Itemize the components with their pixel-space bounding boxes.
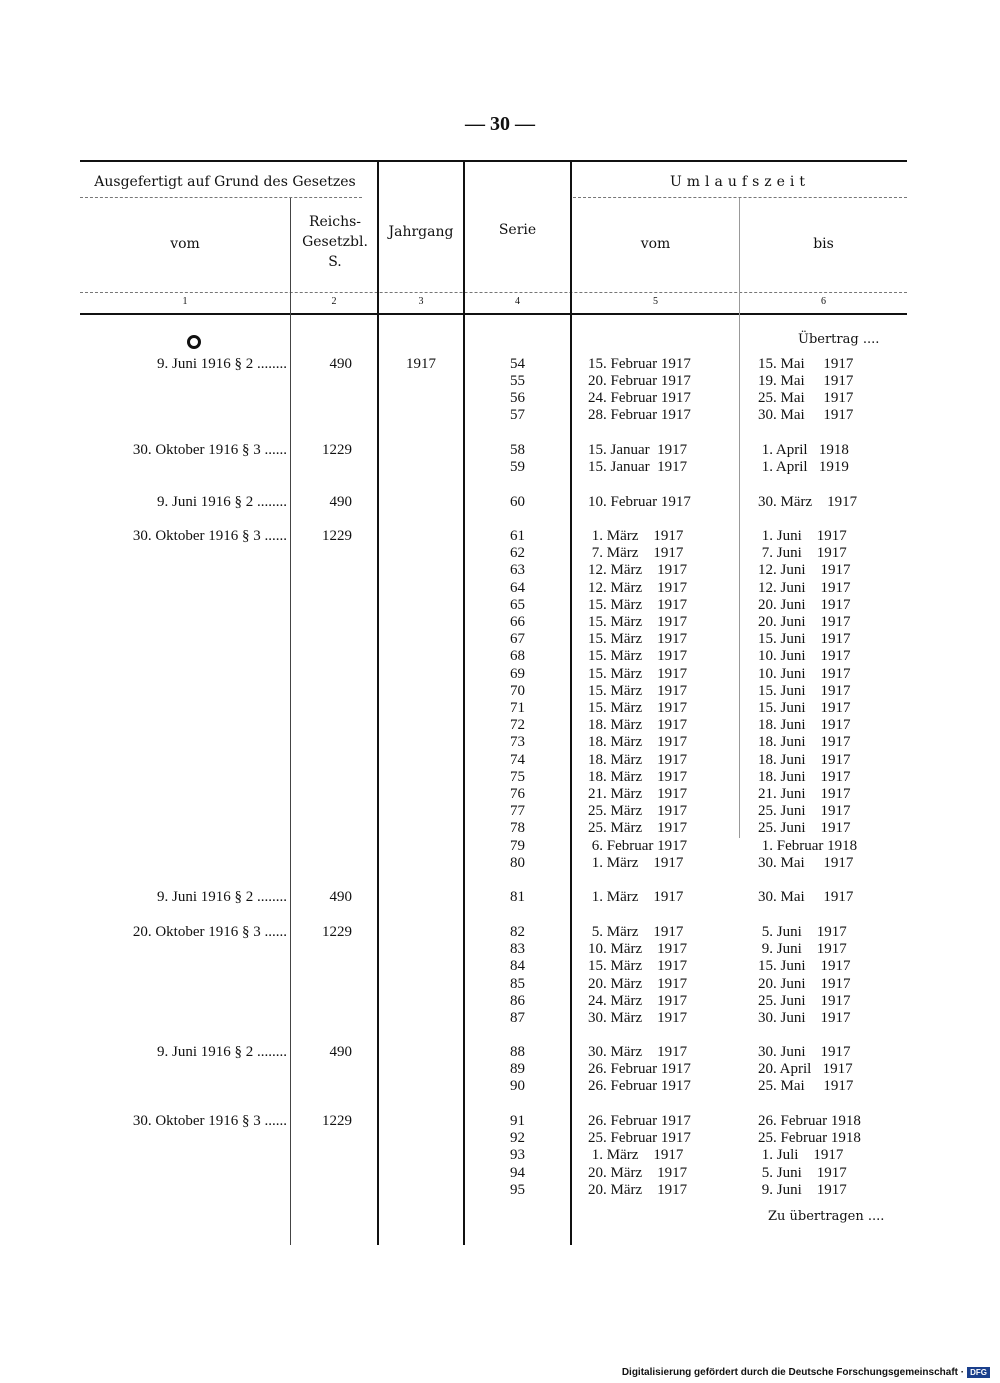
circulation-to-cell: 18. Juni 1917 (758, 768, 851, 785)
circulation-from-cell: 6. Februar 1917 (588, 837, 688, 854)
circulation-to-cell: 7. Juni 1917 (758, 545, 847, 562)
header-issued-group: Ausgefertigt auf Grund des Gesetzes (94, 174, 356, 190)
circulation-from-cell: 26. Februar 1917 (588, 1061, 691, 1078)
serie-cell: 95 (510, 1181, 525, 1198)
circulation-from-cell: 15. März 1917 (588, 648, 688, 665)
circulation-from-cell: 18. März 1917 (588, 717, 688, 734)
circulation-from-cell: 15. März 1917 (588, 682, 688, 699)
circulation-to-cell: 25. Februar 1918 (758, 1130, 861, 1147)
serie-cell: 82 (510, 924, 525, 940)
gazette-page-cell: 490 (329, 1044, 352, 1060)
circulation-from-cell: 1. März 1917 (588, 854, 684, 871)
circulation-to-cell: 12. Juni 1917 (758, 562, 851, 579)
serie-cell: 59 (510, 459, 525, 475)
circulation-from-cell: 15. März 1917 (588, 596, 688, 613)
gazette-page-cell: 1229 (322, 924, 352, 940)
circulation-to-cell: 18. Juni 1917 (758, 717, 851, 734)
serie-cell: 67 (510, 631, 525, 648)
ornament-mark (187, 335, 201, 349)
circulation-to-cell: 1. April 1919 (758, 459, 849, 475)
circulation-to-cell: 5. Juni 1917 (758, 1164, 847, 1181)
circulation-to-cell: 9. Juni 1917 (758, 941, 847, 958)
serie-cell: 58 (510, 442, 525, 458)
circulation-to-cell: 1. Juli 1917 (758, 1147, 844, 1164)
serie-cell: 85 (510, 975, 525, 992)
gazette-page-cell: 490 (329, 889, 352, 905)
circulation-from-cell: 15. Januar 1917 (588, 442, 688, 458)
circulation-to-cell: 20. Juni 1917 (758, 596, 851, 613)
circulation-to-cell: 12. Juni 1917 (758, 579, 851, 596)
circulation-from-cell: 18. März 1917 (588, 734, 688, 751)
circulation-from-cell: 1. März 1917 (588, 889, 684, 905)
serie-cell: 93 (510, 1147, 525, 1164)
serie-cell: 86 (510, 992, 525, 1009)
gazette-page-cell: 490 (329, 356, 352, 372)
circulation-to-cell: 5. Juni 1917 (758, 924, 847, 940)
circulation-from-cell: 21. März 1917 (588, 786, 688, 802)
circulation-to-cell: 30. März 1917 (758, 494, 858, 510)
circulation-from-cell: 24. Februar 1917 (588, 390, 691, 406)
serie-cell: 91 (510, 1113, 525, 1129)
circulation-from-cell: 15. März 1917 (588, 665, 688, 682)
law-reference-cell: 30. Oktober 1916 § 3 ...... (132, 528, 287, 544)
column-number: 4 (515, 296, 520, 307)
serie-cell: 55 (510, 373, 525, 389)
dfg-logo: DFG (967, 1367, 990, 1378)
column-number: 6 (821, 296, 826, 307)
serie-cell: 68 (510, 648, 525, 665)
circulation-to-cell: 20. April 1917 (758, 1061, 853, 1078)
circulation-from-cell: 25. Februar 1917 (588, 1130, 691, 1147)
circulation-to-cell: 18. Juni 1917 (758, 734, 851, 751)
circulation-to-cell: 20. Juni 1917 (758, 614, 851, 630)
circulation-to-cell: 15. Juni 1917 (758, 700, 851, 716)
circulation-from-cell: 30. März 1917 (588, 1044, 688, 1060)
circulation-from-cell: 5. März 1917 (588, 924, 684, 940)
circulation-to-cell: 18. Juni 1917 (758, 751, 851, 768)
carry-over-label: Übertrag .... (798, 332, 880, 347)
carry-forward-label: Zu übertragen .... (768, 1209, 885, 1224)
serie-cell: 65 (510, 596, 525, 613)
circulation-to-cell: 15. Juni 1917 (758, 682, 851, 699)
serie-cell: 75 (510, 768, 525, 785)
circulation-from-cell: 26. Februar 1917 (588, 1078, 691, 1095)
circulation-from-cell: 12. März 1917 (588, 579, 688, 596)
serie-cell: 64 (510, 579, 525, 596)
circulation-to-cell: 30. Juni 1917 (758, 1044, 851, 1060)
circulation-from-cell: 10. Februar 1917 (588, 494, 691, 510)
serie-cell: 73 (510, 734, 525, 751)
circulation-to-cell: 25. Mai 1917 (758, 1078, 854, 1095)
circulation-from-cell: 12. März 1917 (588, 562, 688, 579)
circulation-to-cell: 25. Juni 1917 (758, 992, 851, 1009)
col-divider-4 (570, 162, 572, 1245)
circulation-to-cell: 25. Juni 1917 (758, 820, 851, 837)
circulation-from-cell: 18. März 1917 (588, 768, 688, 785)
header-col-serie: Serie (498, 222, 537, 238)
serie-cell: 84 (510, 958, 525, 975)
jahrgang-cell: 1917 (406, 356, 436, 372)
header-col-jahrgang: Jahrgang (388, 224, 454, 240)
serie-cell: 89 (510, 1061, 525, 1078)
law-reference-cell: 30. Oktober 1916 § 3 ...... (132, 442, 287, 458)
serie-cell: 61 (510, 528, 525, 544)
circulation-from-cell: 15. März 1917 (588, 631, 688, 648)
col-divider-1 (290, 198, 291, 1245)
law-reference-cell: 30. Oktober 1916 § 3 ...... (132, 1113, 287, 1129)
circulation-from-cell: 24. März 1917 (588, 992, 688, 1009)
col-divider-2 (377, 162, 379, 1245)
serie-cell: 70 (510, 682, 525, 699)
circulation-from-cell: 1. März 1917 (588, 528, 684, 544)
circulation-from-cell: 25. März 1917 (588, 803, 688, 820)
circulation-from-cell: 1. März 1917 (588, 1147, 684, 1164)
serie-cell: 77 (510, 803, 525, 820)
law-reference-cell: 9. Juni 1916 § 2 ........ (156, 494, 287, 510)
circulation-to-cell: 21. Juni 1917 (758, 786, 851, 802)
law-reference-cell: 9. Juni 1916 § 2 ........ (156, 889, 287, 905)
circulation-from-cell: 20. März 1917 (588, 975, 688, 992)
gazette-page-cell: 1229 (322, 528, 352, 544)
page-number: — 30 — (465, 113, 535, 135)
serie-cell: 81 (510, 889, 525, 905)
circulation-to-cell: 1. Februar 1918 (758, 837, 858, 854)
serie-cell: 88 (510, 1044, 525, 1060)
gazette-page-cell: 1229 (322, 442, 352, 458)
circulation-from-cell: 26. Februar 1917 (588, 1113, 691, 1129)
serie-cell: 69 (510, 665, 525, 682)
serie-cell: 92 (510, 1130, 525, 1147)
header-col-rgbl: Reichs-Gesetzbl. S. (302, 214, 368, 270)
serie-cell: 54 (510, 356, 525, 372)
circulation-to-cell: 15. Juni 1917 (758, 958, 851, 975)
circulation-from-cell: 28. Februar 1917 (588, 407, 691, 423)
circulation-to-cell: 15. Juni 1917 (758, 631, 851, 648)
header-col-umlauf-bis: bis (813, 236, 834, 252)
law-reference-cell: 9. Juni 1916 § 2 ........ (156, 1044, 287, 1060)
serie-cell: 76 (510, 786, 525, 802)
serie-cell: 60 (510, 494, 525, 510)
serie-cell: 78 (510, 820, 525, 837)
serie-cell: 57 (510, 407, 525, 423)
circulation-from-cell: 15. März 1917 (588, 614, 688, 630)
serie-cell: 71 (510, 700, 525, 716)
circulation-to-cell: 25. Mai 1917 (758, 390, 854, 406)
serie-cell: 87 (510, 1010, 525, 1026)
serie-cell: 94 (510, 1164, 525, 1181)
serie-cell: 72 (510, 717, 525, 734)
serie-cell: 62 (510, 545, 525, 562)
circulation-from-cell: 30. März 1917 (588, 1010, 688, 1026)
circulation-to-cell: 30. Mai 1917 (758, 407, 854, 423)
serie-cell: 83 (510, 941, 525, 958)
serie-cell: 66 (510, 614, 525, 630)
circulation-from-cell: 15. März 1917 (588, 958, 688, 975)
column-number: 5 (653, 296, 658, 307)
circulation-from-cell: 15. Januar 1917 (588, 459, 688, 475)
circulation-from-cell: 20. März 1917 (588, 1164, 688, 1181)
serie-cell: 63 (510, 562, 525, 579)
gazette-page-cell: 1229 (322, 1113, 352, 1129)
serie-cell: 79 (510, 837, 525, 854)
circulation-from-cell: 20. Februar 1917 (588, 373, 691, 389)
circulation-to-cell: 10. Juni 1917 (758, 665, 851, 682)
circulation-to-cell: 20. Juni 1917 (758, 975, 851, 992)
gazette-page-cell: 490 (329, 494, 352, 510)
circulation-from-cell: 15. März 1917 (588, 700, 688, 716)
circulation-from-cell: 15. Februar 1917 (588, 356, 691, 372)
col-divider-5 (739, 198, 740, 838)
circulation-from-cell: 18. März 1917 (588, 751, 688, 768)
circulation-to-cell: 30. Juni 1917 (758, 1010, 851, 1026)
column-number: 3 (418, 296, 424, 307)
top-rule (80, 160, 907, 162)
footer (622, 1367, 990, 1378)
circulation-from-cell: 20. März 1917 (588, 1181, 688, 1198)
serie-cell: 56 (510, 390, 525, 406)
circulation-from-cell: 10. März 1917 (588, 941, 688, 958)
header-col-vom: vom (170, 236, 200, 252)
circulation-to-cell: 25. Juni 1917 (758, 803, 851, 820)
law-reference-cell: 9. Juni 1916 § 2 ........ (156, 356, 287, 372)
circulation-to-cell: 15. Mai 1917 (758, 356, 854, 372)
header-col-umlauf-vom: vom (640, 236, 671, 252)
law-reference-cell: 20. Oktober 1916 § 3 ...... (132, 924, 287, 940)
header-bottom-rule (80, 313, 907, 315)
footer-credit: Digitalisierung gefördert durch die Deutsche Forschungsgemeinschaft · (621, 1367, 965, 1378)
header-sub-rule-right (573, 197, 907, 198)
header-number-rule (80, 292, 907, 293)
serie-cell: 74 (510, 751, 525, 768)
circulation-to-cell: 10. Juni 1917 (758, 648, 851, 665)
circulation-to-cell: 1. Juni 1917 (758, 528, 847, 544)
column-number: 1 (182, 296, 188, 307)
serie-cell: 80 (510, 854, 525, 871)
circulation-from-cell: 25. März 1917 (588, 820, 688, 837)
circulation-from-cell: 7. März 1917 (588, 545, 684, 562)
circulation-to-cell: 30. Mai 1917 (758, 854, 854, 871)
circulation-to-cell: 30. Mai 1917 (758, 889, 854, 905)
circulation-to-cell: 26. Februar 1918 (758, 1113, 861, 1129)
header-umlauf-group: Umlaufszeit (669, 174, 811, 190)
header-sub-rule-left (80, 197, 362, 198)
circulation-to-cell: 19. Mai 1917 (758, 373, 854, 389)
column-number: 2 (331, 296, 337, 307)
circulation-to-cell: 1. April 1918 (758, 442, 849, 458)
circulation-to-cell: 9. Juni 1917 (758, 1181, 847, 1198)
serie-cell: 90 (510, 1078, 525, 1095)
